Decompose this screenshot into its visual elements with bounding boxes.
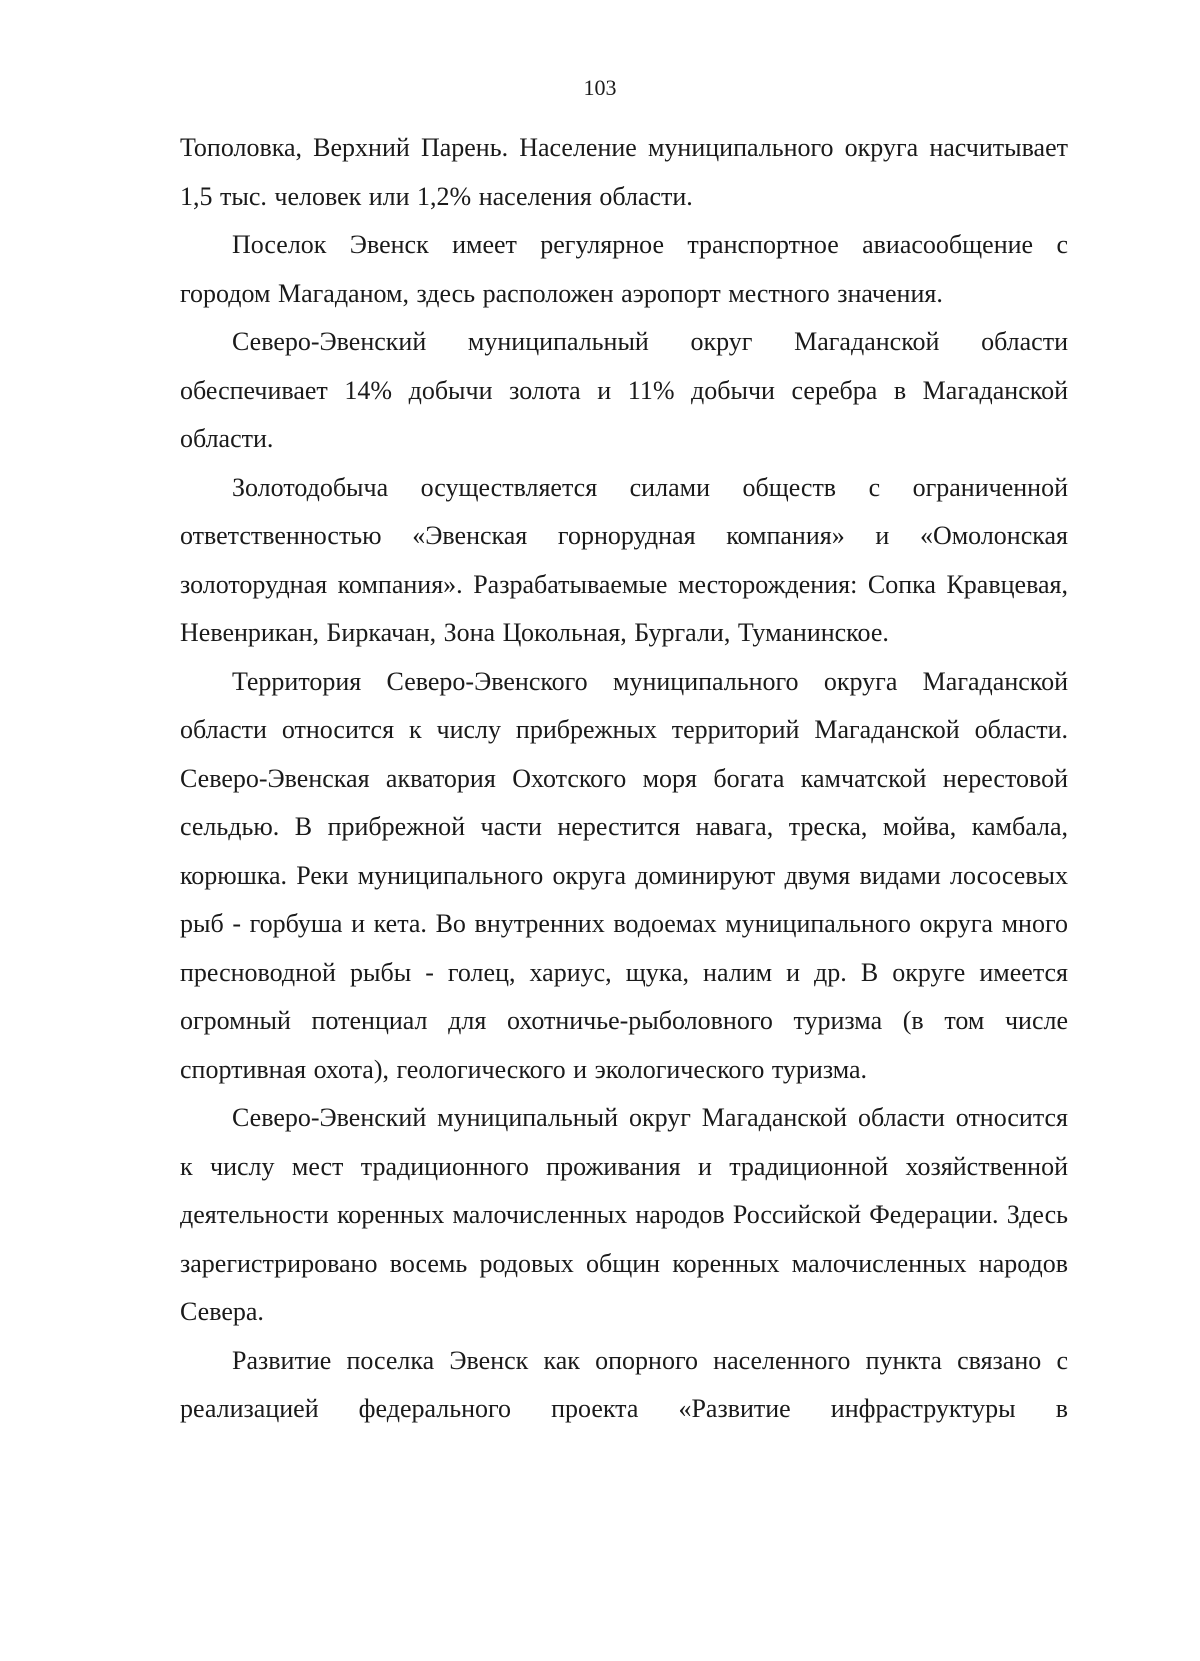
document-body — [180, 124, 1068, 1434]
page-number: 103 — [583, 75, 617, 100]
paragraph-continued: Развитие поселка Эвенск как опорного населенного пункта связано с реализацией федерального проекта «Развитие инфраструктуры в — [180, 1345, 1068, 1423]
paragraph: Северо-Эвенский муниципальный округ Магаданской области относится к числу мест традиционного проживания и традиционной хозяйственной деятельности коренных малочисленных народов Российской Федерации. Здесь зарегистрировано восемь родовых общин коренных малочисленных народов Севера. — [180, 1103, 1068, 1326]
paragraph: Золотодобыча осуществляется силами обществ с ограниченной ответственностью «Эвенская горнорудная компания» и «Омолонская золоторудная компания». Разрабатываемые месторождения: Сопка Кравцевая, Невенрикан, Биркачан, Зона Цокольная, Бургали, Туманинское. — [180, 472, 1068, 647]
paragraph: Тополовка, Верхний Парень. Население муниципального округа насчитывает 1,5 тыс. человек или 1,2% населения области. — [180, 133, 1068, 211]
paragraph: Поселок Эвенск имеет регулярное транспортное авиасообщение с городом Магаданом, здесь расположен аэропорт местного значения. — [180, 230, 1068, 308]
paragraph: Территория Северо-Эвенского муниципального округа Магаданской области относится к числу прибрежных территорий Магаданской области. Северо-Эвенская акватория Охотского моря богата камчатской нерестовой сельдью. В прибрежной части нерестится навага, треска, мойва, камбала, корюшка. Реки муниципального округа доминируют двумя видами лососевых рыб - горбуша и кета. Во внутренних водоемах муниципального округа много пресноводной рыбы - голец, хариус, щука, налим и др. В округе имеется огромный потенциал для охотничье-рыболовного туризма (в том числе спортивная охота), геологического и экологического туризма. — [180, 666, 1068, 1084]
paragraph: Северо-Эвенский муниципальный округ Магаданской области обеспечивает 14% добычи золота и 11% добычи серебра в Магаданской области. — [180, 327, 1068, 453]
